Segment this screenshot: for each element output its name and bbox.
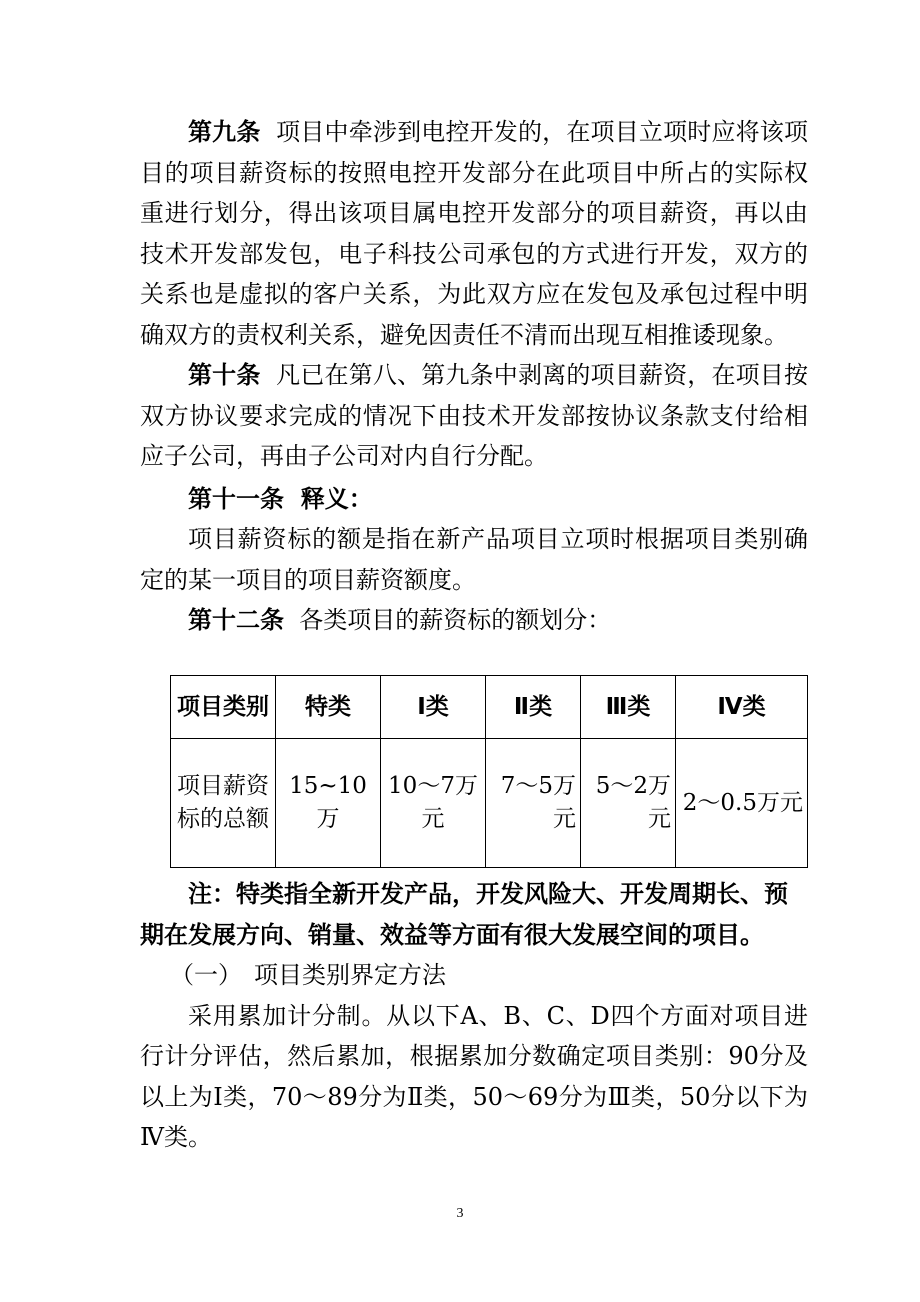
section-1-title: （一） 项目类别界定方法 <box>170 961 446 989</box>
page-number: 3 <box>456 1206 464 1221</box>
table-note: 注：特类指全新开发产品，开发风险大、开发周期长、预期在发展方向、销量、效益等方面有很大发展空间的项目。 <box>140 880 788 949</box>
article-12-text: 各类项目的薪资标的额划分： <box>299 606 612 634</box>
article-9 <box>140 112 808 355</box>
table-header-cell: 特类 <box>276 676 381 739</box>
article-12-label: 第十二条 <box>188 606 284 634</box>
article-11-title: 释义： <box>300 484 373 513</box>
article-10 <box>140 355 808 477</box>
table-header-cell: Ⅰ类 <box>381 676 486 739</box>
table-cell: 10～7万元 <box>381 739 486 868</box>
article-9-text: 项目中牵涉到电控开发的，在项目立项时应将该项目的项目薪资标的按照电控开发部分在此项目中所占的实际权重进行划分，得出该项目属电控开发部分的项目薪资，再以由技术开发部发包，电子科技公司承包的方式进行开发，双方的关系也是虚拟的客户关系，为此双方应在发包及承包过程中明确双方的责权利关系，避免因责任不清而出现互相推诿现象。 <box>140 118 808 349</box>
table-header-cell: Ⅲ类 <box>581 676 676 739</box>
article-10-text: 凡已在第八、第九条中剥离的项目薪资，在项目按双方协议要求完成的情况下由技术开发部按协议条款支付给相应子公司，再由子公司对内自行分配。 <box>140 361 808 470</box>
table-cell: 7～5万元 <box>486 739 581 868</box>
article-11-body: 项目薪资标的额是指在新产品项目立项时根据项目类别确定的某一项目的项目薪资额度。 <box>140 525 808 594</box>
document-body <box>140 112 808 641</box>
table-cell: 5～2万元 <box>581 739 676 868</box>
article-9-label: 第九条 <box>188 118 261 146</box>
article-11-label: 第十一条 <box>188 484 284 513</box>
table-row <box>171 739 808 868</box>
table-cell: 15~10万 <box>276 739 381 868</box>
article-10-label: 第十条 <box>188 361 261 389</box>
table-header-cell: Ⅱ类 <box>486 676 581 739</box>
article-11-heading <box>140 479 808 520</box>
table-header-cell: 项目类别 <box>171 676 276 739</box>
section-1-text: 采用累加计分制。从以下A、B、C、D四个方面对项目进行计分评估，然后累加，根据累加分数确定项目类别：90分及以上为Ⅰ类，70～89分为Ⅱ类，50～69分为Ⅲ类，50分以下为Ⅳ类。 <box>140 1001 808 1151</box>
table-cell: 项目薪资标的总额 <box>171 739 276 868</box>
table-header-row <box>171 676 808 739</box>
article-12 <box>140 600 808 641</box>
article-11-text <box>140 519 808 600</box>
section-1 <box>140 955 808 1158</box>
salary-table <box>170 675 808 868</box>
table-header-cell: Ⅳ类 <box>676 676 808 739</box>
table-cell: 2～0.5万元 <box>676 739 808 868</box>
